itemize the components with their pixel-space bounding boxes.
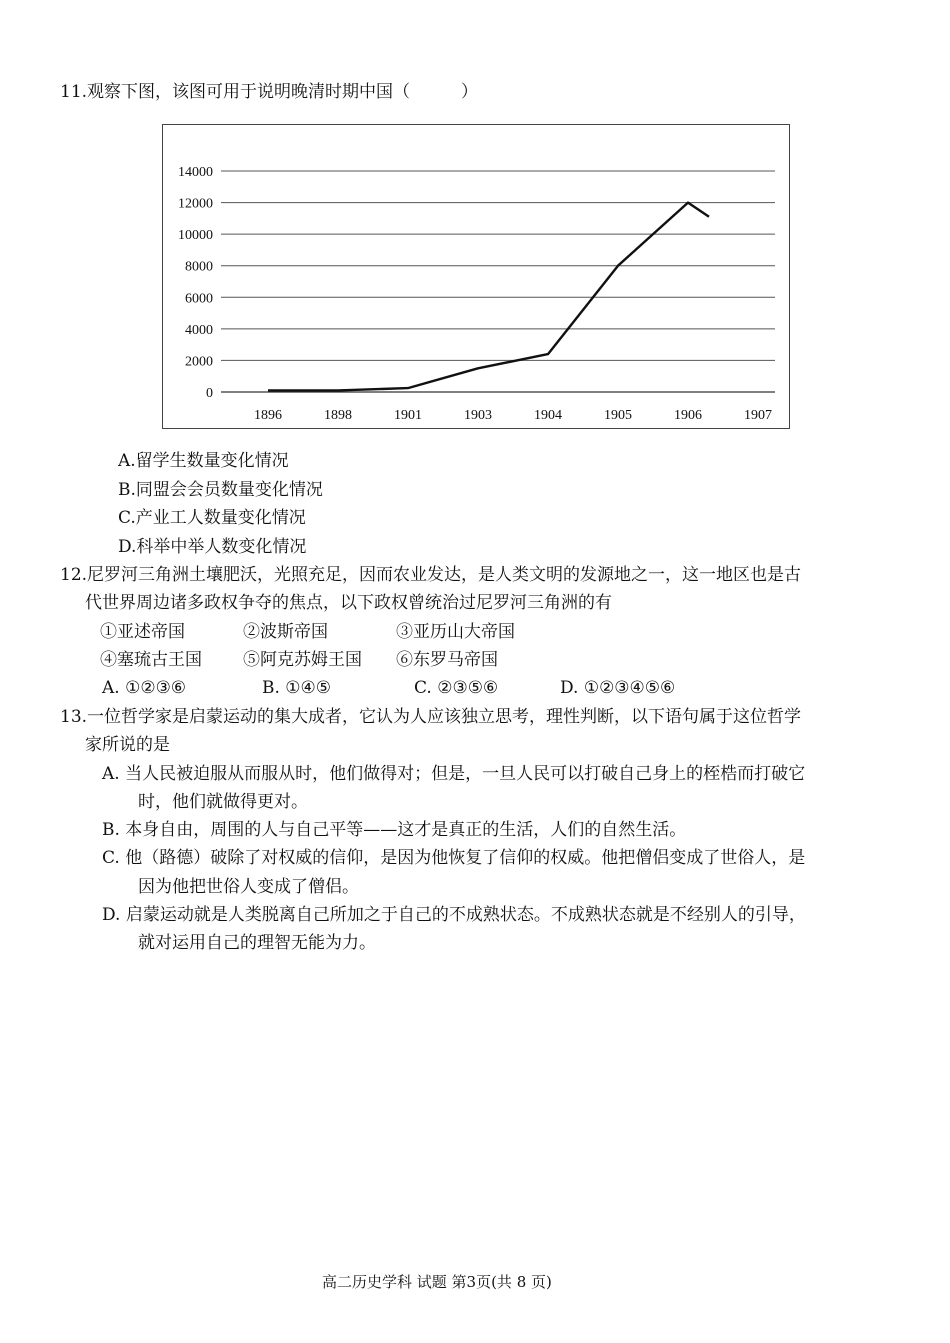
q12-stem-line2: 代世界周边诸多政权争夺的焦点，以下政权曾统治过尼罗河三角洲的有 bbox=[85, 593, 612, 613]
q11-option-b: B.同盟会会员数量变化情况 bbox=[118, 480, 323, 500]
y-tick-label-6000: 6000 bbox=[185, 291, 213, 307]
y-tick-label-4000: 4000 bbox=[185, 322, 213, 338]
q13-option-c-line2: 因为他把世俗人变成了僧侣。 bbox=[138, 877, 359, 897]
y-tick-label-8000: 8000 bbox=[185, 259, 213, 275]
q12-item-3: ③亚历山大帝国 bbox=[396, 622, 515, 642]
q13-stem-line2: 家所说的是 bbox=[85, 735, 170, 755]
y-tick-label-2000: 2000 bbox=[185, 354, 213, 370]
line-chart bbox=[163, 125, 791, 430]
y-tick-label-10000: 10000 bbox=[178, 228, 213, 244]
q13-option-d-line1: D. 启蒙运动就是人类脱离自己所加之于自己的不成熟状态。不成熟状态就是不经别人的引导， bbox=[102, 905, 806, 925]
q12-stem-line1: 12.尼罗河三角洲土壤肥沃，光照充足，因而农业发达，是人类文明的发源地之一，这一地区也是古 bbox=[60, 565, 802, 585]
q12-option-c: C. ②③⑤⑥ bbox=[414, 678, 499, 698]
q13-option-d-line2: 就对运用自己的理智无能为力。 bbox=[138, 933, 376, 953]
q13-option-a-line2: 时，他们就做得更对。 bbox=[138, 792, 308, 812]
x-tick-label-1898: 1898 bbox=[324, 408, 352, 423]
q12-item-6: ⑥东罗马帝国 bbox=[396, 650, 498, 670]
q13-stem-line1: 13.一位哲学家是启蒙运动的集大成者，它认为人应该独立思考，理性判断，以下语句属于这位哲学 bbox=[60, 707, 802, 727]
x-tick-label-1904: 1904 bbox=[534, 408, 562, 423]
q12-option-a: A. ①②③⑥ bbox=[102, 678, 187, 698]
x-tick-label-1896: 1896 bbox=[254, 408, 282, 423]
q12-option-b: B. ①④⑤ bbox=[262, 678, 332, 698]
q12-item-5: ⑤阿克苏姆王国 bbox=[243, 650, 362, 670]
x-tick-label-1906: 1906 bbox=[674, 408, 702, 423]
q13-option-b: B. 本身自由，周围的人与自己平等——这才是真正的生活，人们的自然生活。 bbox=[102, 820, 687, 840]
x-tick-label-1907: 1907 bbox=[744, 408, 772, 423]
q11-option-d: D.科举中举人数变化情况 bbox=[118, 537, 307, 557]
x-tick-label-1905: 1905 bbox=[604, 408, 632, 423]
q11-option-a: A.留学生数量变化情况 bbox=[118, 451, 289, 471]
q11-option-c: C.产业工人数量变化情况 bbox=[118, 508, 306, 528]
series-line-0 bbox=[268, 203, 709, 391]
q11-stem: 11.观察下图，该图可用于说明晚清时期中国（ ） bbox=[60, 82, 479, 102]
chart-frame bbox=[162, 124, 790, 429]
x-tick-label-1901: 1901 bbox=[394, 408, 422, 423]
y-tick-label-14000: 14000 bbox=[178, 165, 213, 180]
q12-item-1: ①亚述帝国 bbox=[100, 622, 185, 642]
x-tick-label-1903: 1903 bbox=[464, 408, 492, 423]
y-tick-label-0: 0 bbox=[206, 386, 213, 401]
y-tick-label-12000: 12000 bbox=[178, 196, 213, 212]
page-footer: 高二历史学科 试题 第3页(共 8 页) bbox=[322, 1273, 552, 1291]
q13-option-c-line1: C. 他（路德）破除了对权威的信仰，是因为他恢复了信仰的权威。他把僧侣变成了世俗人，是 bbox=[102, 848, 806, 868]
q12-item-2: ②波斯帝国 bbox=[243, 622, 328, 642]
q12-item-4: ④塞琉古王国 bbox=[100, 650, 202, 670]
q12-option-d: D. ①②③④⑤⑥ bbox=[560, 678, 676, 698]
q13-option-a-line1: A. 当人民被迫服从而服从时，他们做得对；但是，一旦人民可以打破自己身上的桎梏而打破它 bbox=[102, 764, 806, 784]
